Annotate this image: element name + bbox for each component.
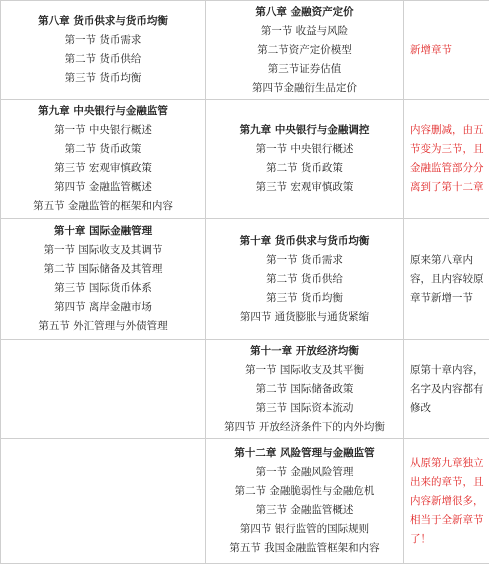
new-section: 第三节证券估值 xyxy=(267,62,342,75)
new-chapter-cell xyxy=(206,219,404,340)
new-section: 第一节 金融风险管理 xyxy=(255,466,354,478)
note-cell xyxy=(404,100,489,219)
old-section: 第三节 宏观审慎政策 xyxy=(54,162,152,174)
new-chapter-title: 第八章 金融资产定价 xyxy=(255,5,354,18)
table-row xyxy=(1,100,489,219)
change-note: 原来第八章内容，且内容较原章节新增一节 xyxy=(410,253,484,304)
old-section: 第二节 国际储备及其管理 xyxy=(43,263,163,275)
new-section: 第三节 金融监管概述 xyxy=(255,504,354,516)
change-note: 从原第九章独立出来的章节，且内容新增很多，相当于全新章节了！ xyxy=(410,456,484,545)
change-note: 原第十章内容，名字及内容都有修改 xyxy=(410,363,484,414)
old-chapter-title: 第九章 中央银行与金融监管 xyxy=(38,105,168,117)
old-section: 第二节 货币供给 xyxy=(64,53,142,65)
old-chapter-title: 第十章 国际金融管理 xyxy=(53,225,153,237)
old-section: 第四节 金融监管概述 xyxy=(54,181,152,193)
new-section: 第四节 通货膨胀与通货紧缩 xyxy=(239,310,370,323)
change-note: 新增章节 xyxy=(410,43,452,56)
new-section: 第一节 收益与风险 xyxy=(260,24,349,37)
new-chapter-title: 第九章 中央银行与金融调控 xyxy=(239,124,370,136)
new-section: 第三节 货币均衡 xyxy=(266,291,343,304)
new-chapter-title: 第十二章 风险管理与金融监管 xyxy=(234,447,375,459)
new-section: 第二节 金融脆弱性与金融危机 xyxy=(234,485,375,497)
new-chapter-title: 第十章 货币供求与货币均衡 xyxy=(239,234,370,247)
old-section: 第四节 离岸金融市场 xyxy=(54,301,152,313)
old-section: 第五节 金融监管的框架和内容 xyxy=(33,200,173,212)
table-row xyxy=(1,439,489,564)
new-chapter-cell xyxy=(206,439,404,564)
new-section: 第三节 国际资本流动 xyxy=(255,401,354,414)
old-section: 第二节 货币政策 xyxy=(64,143,142,155)
old-section: 第一节 货币需求 xyxy=(64,34,142,46)
note-cell xyxy=(404,1,489,100)
new-chapter-cell xyxy=(206,340,404,439)
old-chapter-cell xyxy=(1,100,206,219)
new-chapter-title: 第十一章 开放经济均衡 xyxy=(250,344,359,357)
old-section: 第三节 货币均衡 xyxy=(64,72,142,84)
new-section: 第二节 货币政策 xyxy=(266,162,343,174)
new-section: 第一节 货币需求 xyxy=(266,253,343,266)
new-section: 第三节 宏观审慎政策 xyxy=(255,181,354,193)
new-section: 第一节 中央银行概述 xyxy=(255,143,354,155)
old-chapter-cell xyxy=(1,219,206,340)
new-section: 第二节 货币供给 xyxy=(266,272,343,285)
new-section: 第五节 我国金融监管框架和内容 xyxy=(229,542,380,554)
note-cell xyxy=(404,439,489,564)
change-note: 内容删减，由五节变为三节，且金融监管部分分离到了第十二章 xyxy=(410,124,484,193)
old-section: 第三节 国际货币体系 xyxy=(54,282,152,294)
new-section: 第四节金融衍生品定价 xyxy=(252,81,357,94)
table-row xyxy=(1,340,489,439)
table-row xyxy=(1,219,489,340)
old-section: 第一节 国际收支及其调节 xyxy=(43,244,163,256)
note-cell xyxy=(404,219,489,340)
new-section: 第二节资产定价模型 xyxy=(257,43,352,56)
table-row xyxy=(1,1,489,100)
new-section: 第一节 国际收支及其平衡 xyxy=(245,363,364,376)
new-section: 第四节 银行监管的国际规则 xyxy=(239,523,370,535)
old-section: 第一节 中央银行概述 xyxy=(54,124,152,136)
new-section: 第四节 开放经济条件下的内外均衡 xyxy=(224,420,385,433)
new-chapter-cell xyxy=(206,100,404,219)
note-cell xyxy=(404,340,489,439)
old-chapter-cell-empty xyxy=(1,439,206,564)
new-section: 第二节 国际储备政策 xyxy=(255,382,354,395)
old-chapter-cell xyxy=(1,1,206,100)
old-chapter-cell-empty xyxy=(1,340,206,439)
old-section: 第五节 外汇管理与外债管理 xyxy=(38,320,168,332)
old-chapter-title: 第八章 货币供求与货币均衡 xyxy=(38,15,168,27)
new-chapter-cell xyxy=(206,1,404,100)
